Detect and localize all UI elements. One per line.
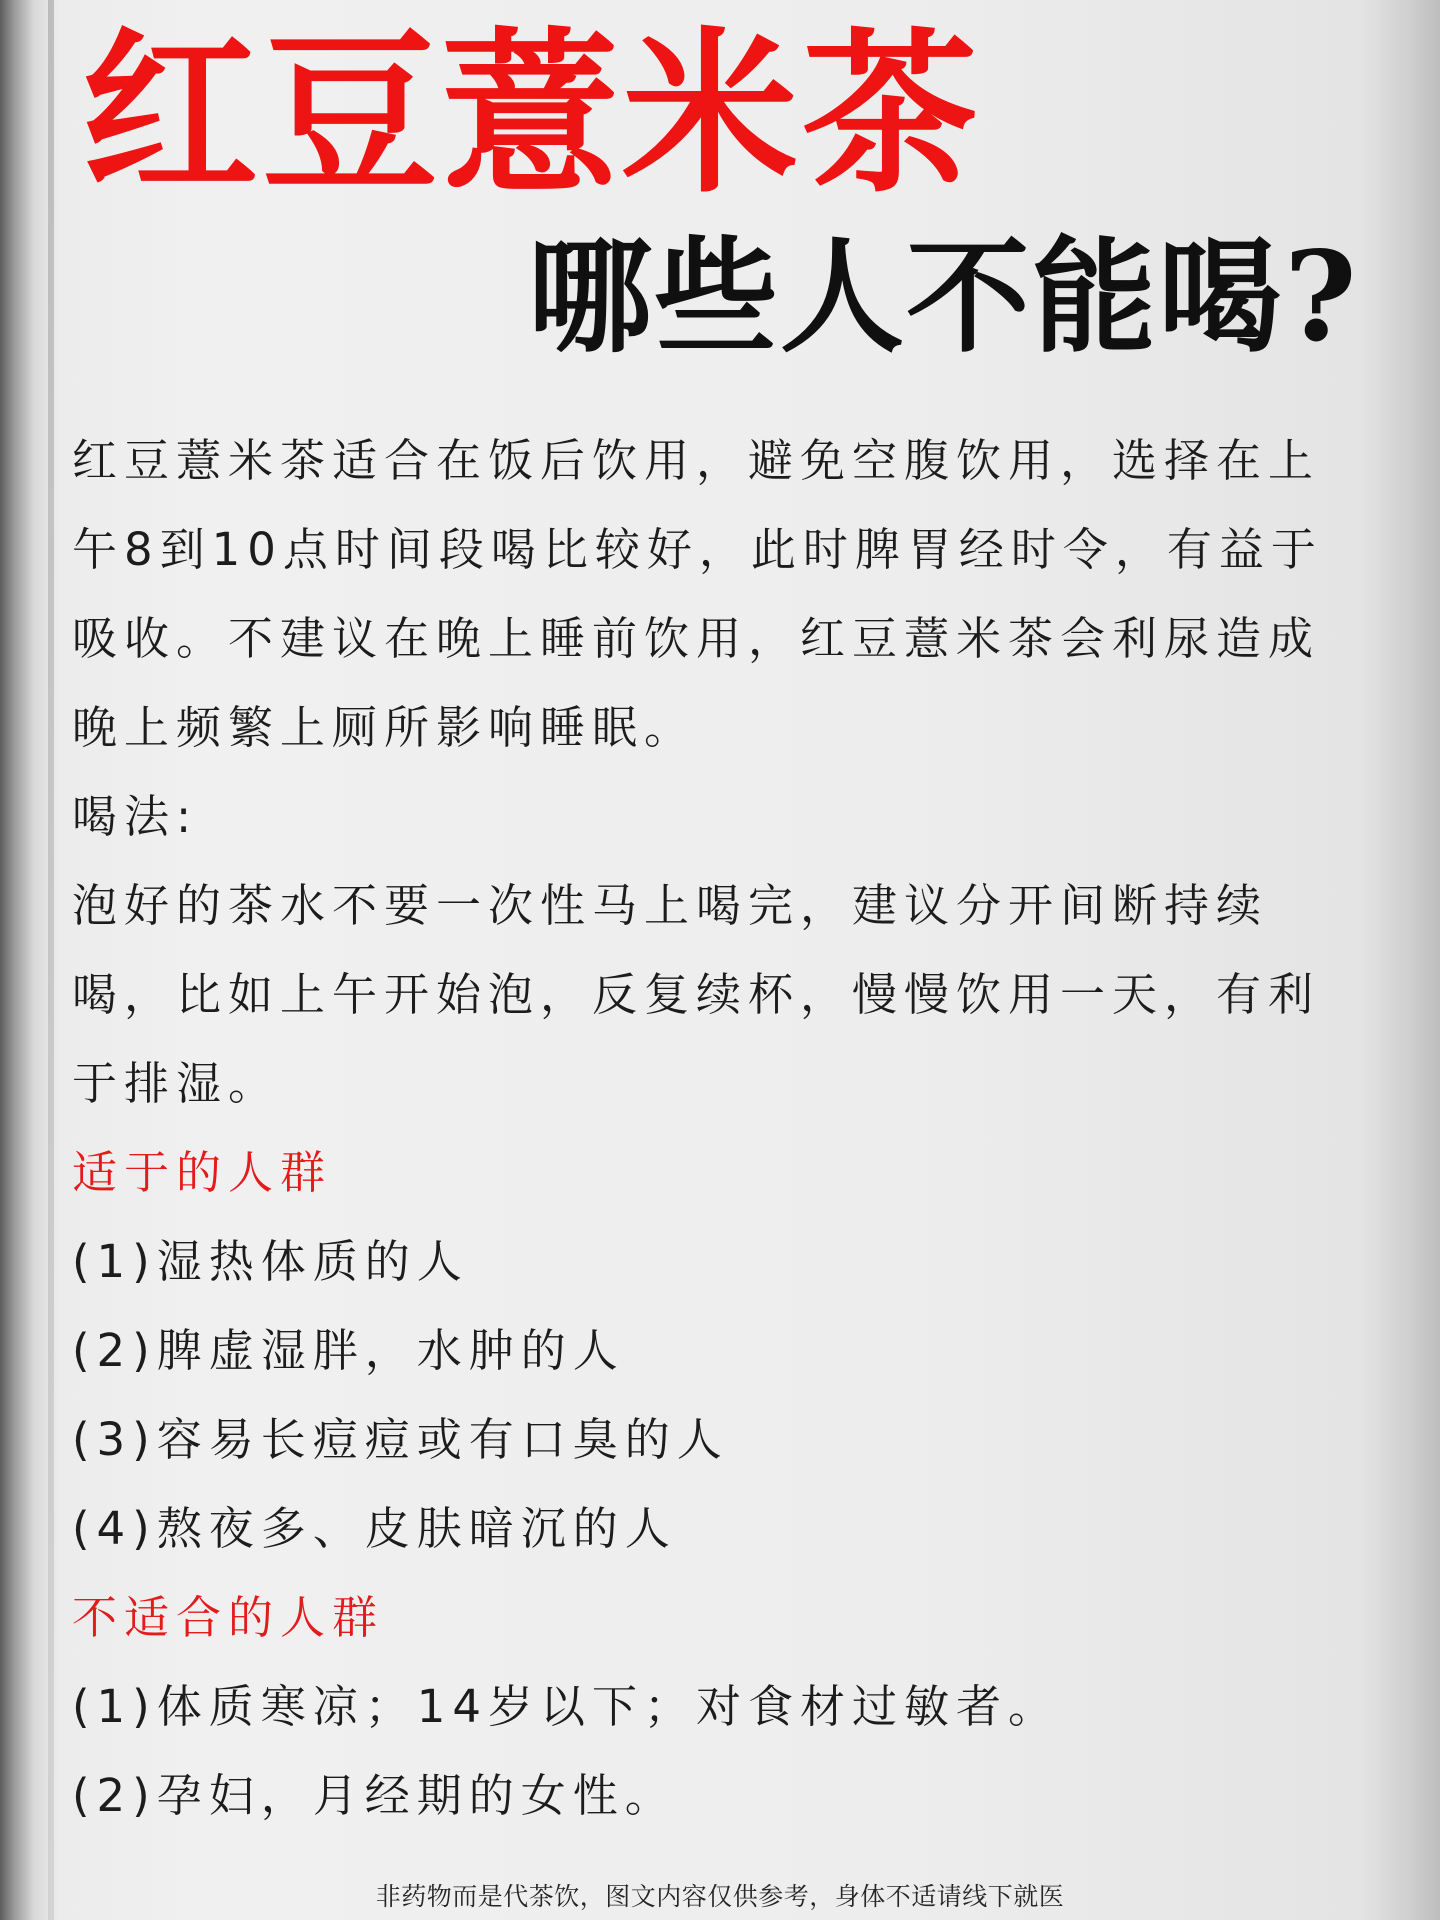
page-spine-shadow bbox=[48, 0, 54, 1920]
suitable-item: (4)熬夜多、皮肤暗沉的人 bbox=[72, 1502, 677, 1555]
intro-paragraph: 红豆薏米茶适合在饭后饮用，避免空腹饮用，选择在上午8到10点时间段喝比较好，此时脾胃经时令，有益于吸收。不建议在晚上睡前饮用，红豆薏米茶会利尿造成晚上频繁上厕所影响睡眠。 bbox=[72, 434, 1323, 754]
article-body bbox=[72, 416, 1372, 1840]
howto-paragraph: 泡好的茶水不要一次性马上喝完，建议分开间断持续喝，比如上午开始泡，反复续杯，慢慢饮用一天，有利于排湿。 bbox=[72, 879, 1321, 1110]
disclaimer-footer: 非药物而是代茶饮，图文内容仅供参考，身体不适请线下就医 bbox=[375, 1882, 1065, 1911]
suitable-item: (2)脾虚湿胖，水肿的人 bbox=[72, 1324, 625, 1377]
unsuitable-item: (1)体质寒凉；14岁以下；对食材过敏者。 bbox=[72, 1680, 1061, 1733]
page-subtitle: 哪些人不能喝? bbox=[528, 225, 1359, 370]
suitable-item: (3)容易长痘痘或有口臭的人 bbox=[72, 1413, 729, 1466]
page-title: 红豆薏米茶 bbox=[82, 10, 983, 217]
howto-heading: 喝法: bbox=[72, 790, 199, 843]
suitable-item: (1)湿热体质的人 bbox=[72, 1235, 469, 1288]
unsuitable-item: (2)孕妇，月经期的女性。 bbox=[72, 1769, 677, 1822]
suitable-heading: 适于的人群 bbox=[72, 1146, 333, 1199]
unsuitable-heading: 不适合的人群 bbox=[72, 1591, 385, 1644]
